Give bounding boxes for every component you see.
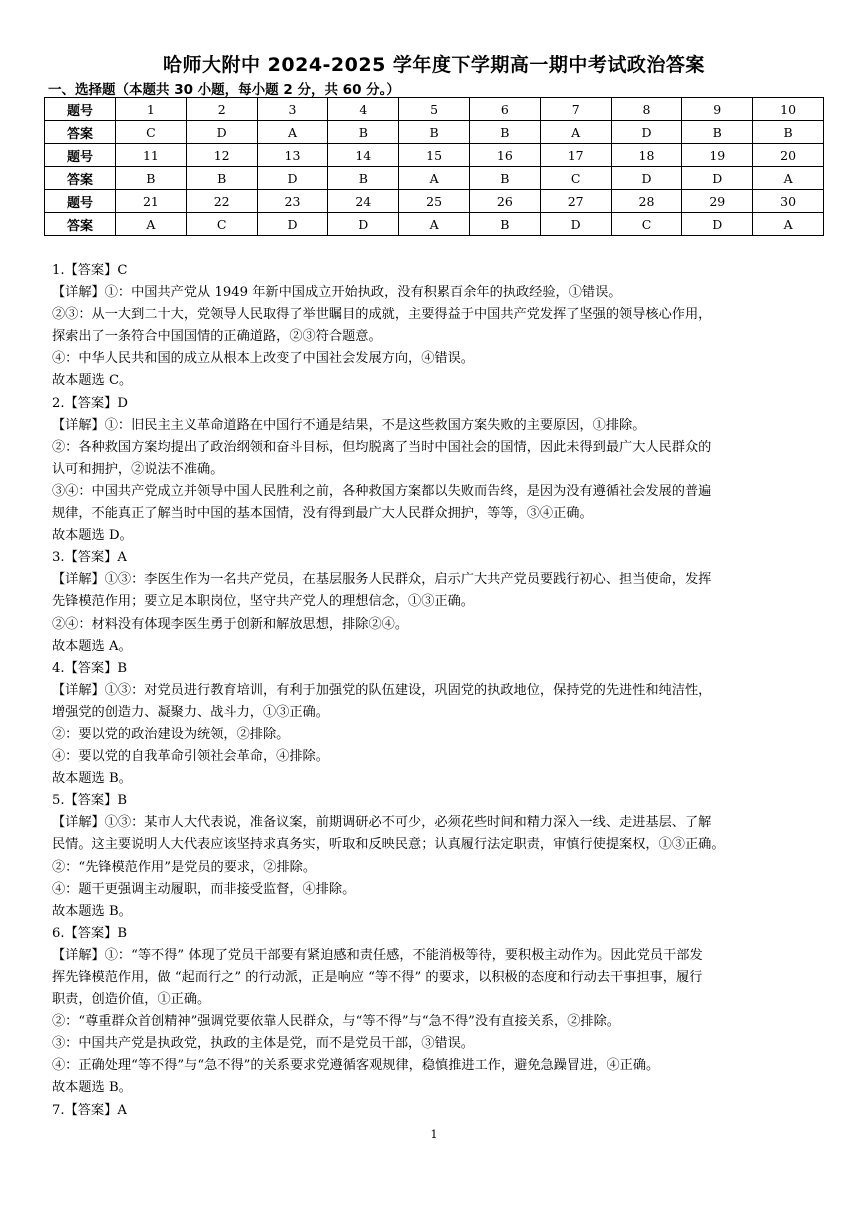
question-number-cell: 23 — [257, 190, 328, 213]
answer-cell: B — [328, 121, 399, 144]
question-number-row-label: 题号 — [45, 190, 116, 213]
answer-cell: D — [328, 213, 399, 236]
text-line: 认可和拥护，②说法不准确。 — [52, 461, 224, 477]
text-line: 增强党的创造力、凝聚力、战斗力，①③正确。 — [52, 704, 329, 720]
text-line: 5.【答案】B — [52, 793, 128, 809]
question-number-cell: 30 — [753, 190, 824, 213]
text-line: ②：“尊重群众首创精神”强调党要依靠人民群众，与“等不得”与“急不得”没有直接关系，②排除。 — [52, 1014, 620, 1030]
answer-cell: B — [116, 167, 187, 190]
text-line: 7.【答案】A — [52, 1102, 127, 1118]
text-line: 2.【答案】D — [52, 395, 128, 411]
question-number-cell: 14 — [328, 144, 399, 167]
answer-row-label: 答案 — [45, 213, 116, 236]
page-number: 1 — [430, 1128, 438, 1141]
answer-cell: D — [257, 167, 328, 190]
text-line: 1.【答案】C — [52, 263, 128, 278]
text-line: ②：“先锋模范作用”是党员的要求，②排除。 — [52, 859, 317, 875]
text-line: 【详解】①③：李医生作为一名共产党员，在基层服务人民群众，启示广大共产党员要践行初心、担当使命，发挥 — [52, 572, 712, 588]
question-number-cell: 1 — [116, 98, 187, 121]
question-number-cell: 26 — [469, 190, 540, 213]
answer-cell: A — [116, 213, 187, 236]
answer-row — [45, 213, 824, 236]
question-number-cell: 29 — [682, 190, 753, 213]
question-number-cell: 4 — [328, 98, 399, 121]
text-line: 先锋模范作用；要立足本职岗位，坚守共产党人的理想信念，①③正确。 — [52, 594, 474, 610]
answer-row — [45, 121, 824, 144]
answer-cell: D — [611, 121, 682, 144]
explanations — [52, 260, 824, 1122]
answer-cell: D — [257, 213, 328, 236]
text-line: 探索出了一条符合中国国情的正确道路，②③符合题意。 — [52, 329, 382, 345]
text-line: 故本题选 D。 — [52, 528, 133, 544]
answer-cell: B — [753, 121, 824, 144]
document-title: 哈师大附中 2024-2025 学年度下学期高一期中考试政治答案 — [163, 54, 705, 76]
text-line: 【详解】①：旧民主主义革命道路在中国行不通是结果，不是这些救国方案失败的主要原因，①排除。 — [52, 417, 646, 433]
answer-cell: A — [399, 213, 470, 236]
answer-cell: C — [116, 121, 187, 144]
section-heading: 一、选择题（本题共 30 小题，每小题 2 分，共 60 分。） — [48, 82, 400, 98]
answer-cell: A — [540, 121, 611, 144]
answer-cell: B — [469, 121, 540, 144]
question-number-cell: 11 — [116, 144, 187, 167]
answer-cell: C — [540, 167, 611, 190]
answer-cell: B — [469, 213, 540, 236]
answer-cell: C — [611, 213, 682, 236]
text-line: 故本题选 B。 — [52, 903, 132, 919]
question-number-cell: 2 — [186, 98, 257, 121]
text-line: ②④：材料没有体现李医生勇于创新和解放思想，排除②④。 — [52, 616, 409, 632]
text-line: 规律，不能真正了解当时中国的基本国情，没有得到最广大人民群众拥护，等等，③④正确。 — [52, 506, 593, 522]
question-number-cell: 27 — [540, 190, 611, 213]
answer-row-label: 答案 — [45, 167, 116, 190]
text-line: 故本题选 C。 — [52, 373, 133, 389]
question-number-cell: 28 — [611, 190, 682, 213]
text-line: 故本题选 B。 — [52, 1080, 132, 1096]
question-number-cell: 20 — [753, 144, 824, 167]
question-number-cell: 12 — [186, 144, 257, 167]
answer-table-body — [45, 98, 824, 236]
answer-cell: B — [469, 167, 540, 190]
text-line: 【详解】①③：某市人大代表说，准备议案，前期调研必不可少，必须花些时间和精力深入一线、走进基层、了解 — [52, 815, 712, 831]
question-number-cell: 8 — [611, 98, 682, 121]
question-number-cell: 15 — [399, 144, 470, 167]
text-line: 【详解】①：“等不得” 体现了党员干部要有紧迫感和责任感，不能消极等待，要积极主动作为。因此党员干部发 — [52, 947, 703, 963]
answer-cell: B — [399, 121, 470, 144]
text-line: ②③：从一大到二十大，党领导人民取得了举世瞩目的成就，主要得益于中国共产党发挥了坚强的领导核心作用， — [52, 307, 712, 323]
question-number-cell: 24 — [328, 190, 399, 213]
question-number-cell: 19 — [682, 144, 753, 167]
text-line: 挥先锋模范作用，做 “起而行之” 的行动派，正是响应 “等不得” 的要求，以积极的态度和行动去干事担事，履行 — [52, 970, 703, 985]
answer-cell: A — [257, 121, 328, 144]
text-line: 【详解】①：中国共产党从 1949 年新中国成立开始执政，没有积累百余年的执政经验，①错误。 — [52, 285, 622, 301]
text-line: 故本题选 B。 — [52, 771, 132, 787]
text-line: ③：中国共产党是执政党，执政的主体是党，而不是党员干部，③错误。 — [52, 1036, 474, 1052]
answer-row-label: 答案 — [45, 121, 116, 144]
text-line: ②：要以党的政治建设为统领，②排除。 — [52, 726, 290, 742]
question-number-cell: 25 — [399, 190, 470, 213]
answer-cell: D — [611, 167, 682, 190]
text-line: 【详解】①③：对党员进行教育培训，有利于加强党的队伍建设，巩固党的执政地位，保持党的先进性和纯洁性， — [52, 682, 712, 698]
text-line: ④：题干更强调主动履职，而非接受监督，④排除。 — [52, 881, 356, 897]
question-number-row — [45, 144, 824, 167]
answer-table — [44, 97, 824, 236]
question-number-cell: 17 — [540, 144, 611, 167]
text-line: 故本题选 A。 — [52, 638, 132, 654]
text-line: ②：各种救国方案均提出了政治纲领和奋斗目标，但均脱离了当时中国社会的国情，因此未得到最广大人民群众的 — [52, 439, 712, 455]
answer-cell: A — [753, 213, 824, 236]
question-number-cell: 21 — [116, 190, 187, 213]
answer-cell: B — [682, 121, 753, 144]
question-number-row — [45, 98, 824, 121]
text-line: 3.【答案】A — [52, 550, 127, 566]
answer-cell: A — [399, 167, 470, 190]
question-number-cell: 5 — [399, 98, 470, 121]
answer-cell: B — [186, 167, 257, 190]
question-number-row-label: 题号 — [45, 98, 116, 121]
answer-cell: D — [682, 167, 753, 190]
text-line: ④：中华人民共和国的成立从根本上改变了中国社会发展方向，④错误。 — [52, 351, 474, 367]
question-number-row — [45, 190, 824, 213]
question-number-cell: 22 — [186, 190, 257, 213]
question-number-cell: 13 — [257, 144, 328, 167]
text-line: 6.【答案】B — [52, 925, 128, 941]
question-number-cell: 16 — [469, 144, 540, 167]
question-number-cell: 6 — [469, 98, 540, 121]
question-number-cell: 7 — [540, 98, 611, 121]
text-line: ④：正确处理“等不得”与“急不得”的关系要求党遵循客观规律，稳慎推进工作，避免急躁冒进，④正确。 — [52, 1058, 660, 1074]
answer-cell: D — [186, 121, 257, 144]
text-line: ④：要以党的自我革命引领社会革命，④排除。 — [52, 749, 329, 765]
question-number-cell: 9 — [682, 98, 753, 121]
answer-row — [45, 167, 824, 190]
answer-cell: D — [540, 213, 611, 236]
answer-cell: D — [682, 213, 753, 236]
question-number-row-label: 题号 — [45, 144, 116, 167]
answer-cell: B — [328, 167, 399, 190]
text-line: 民情。这主要说明人大代表应该坚持求真务实，听取和反映民意；认真履行法定职责，审慎行使提案权，①③正确。 — [52, 837, 725, 853]
question-number-cell: 18 — [611, 144, 682, 167]
answer-cell: A — [753, 167, 824, 190]
question-number-cell: 3 — [257, 98, 328, 121]
text-line: 4.【答案】B — [52, 660, 128, 676]
text-line: 职责，创造价值，①正确。 — [52, 992, 211, 1008]
question-number-cell: 10 — [753, 98, 824, 121]
text-line: ③④：中国共产党成立并领导中国人民胜利之前，各种救国方案都以失败而告终，是因为没有遵循社会发展的普遍 — [52, 483, 712, 499]
answer-cell: C — [186, 213, 257, 236]
